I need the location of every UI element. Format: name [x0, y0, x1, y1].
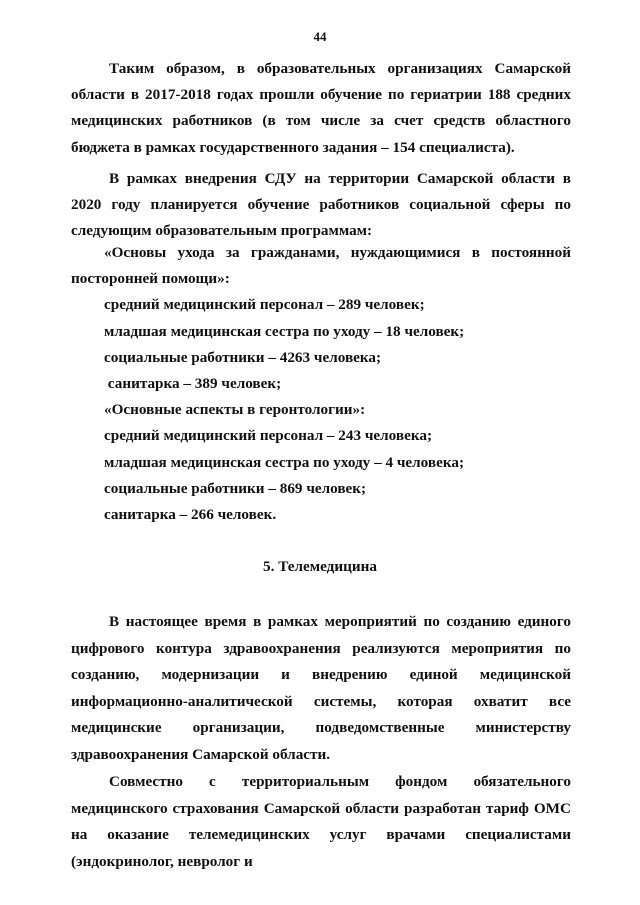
program-1-item: санитарка – 389 человек; — [104, 375, 282, 393]
page-number: 44 — [313, 29, 327, 44]
program-1-title-line2: посторонней помощи»: — [71, 270, 230, 288]
program-2-item: младшая медицинская сестра по уходу – 4 человека; — [104, 453, 465, 471]
program-1-item: социальные работники – 4263 человека; — [104, 348, 382, 366]
section-title-telemedicine: 5. Телемедицина — [263, 558, 377, 575]
program-1-title-line1: «Основы ухода за гражданами, нуждающимися в постоянной — [104, 244, 571, 261]
paragraph-telemedicine-tariff: Совместно с территориальным фондом обязательного медицинского страхования Самарской области разработан тариф ОМС на оказание телемедицинских услуг врачами специалистами (эндокринолог, невролог и — [71, 773, 571, 870]
paragraph-digital-contour: В настоящее время в рамках мероприятий по созданию единого цифрового контура здравоохранения реализуются мероприятия по созданию, модернизации и внедрению единой медицинской информационно-аналитической системы, которая охватит все медицинские организации, подведомственные министерству здравоохранения Самарской области. — [71, 613, 571, 763]
training-programs-list — [71, 240, 571, 528]
program-1-item: младшая медицинская сестра по уходу – 18 человек; — [104, 322, 465, 340]
program-1-item: средний медицинский персонал – 289 человек; — [104, 296, 425, 314]
paragraph-geriatrics-training: Таким образом, в образовательных организациях Самарской области в 2017-2018 годах прошли обучение по гериатрии 188 средних медицинских работников (в том числе за счет средств областного бюджета в рамках государственного задания – 154 специалиста). — [71, 60, 571, 156]
program-2-item: социальные работники – 869 человек; — [104, 479, 367, 497]
program-2-item: санитарка – 266 человек. — [104, 506, 277, 524]
paragraph-sdu-training-plan: В рамках внедрения СДУ на территории Самарской области в 2020 году планируется обучение работников социальной сферы по следующим образовательным программам: — [71, 170, 571, 240]
program-2-title: «Основные аспекты в геронтологии»: — [104, 401, 366, 419]
program-2-item: средний медицинский персонал – 243 человека; — [104, 427, 433, 445]
